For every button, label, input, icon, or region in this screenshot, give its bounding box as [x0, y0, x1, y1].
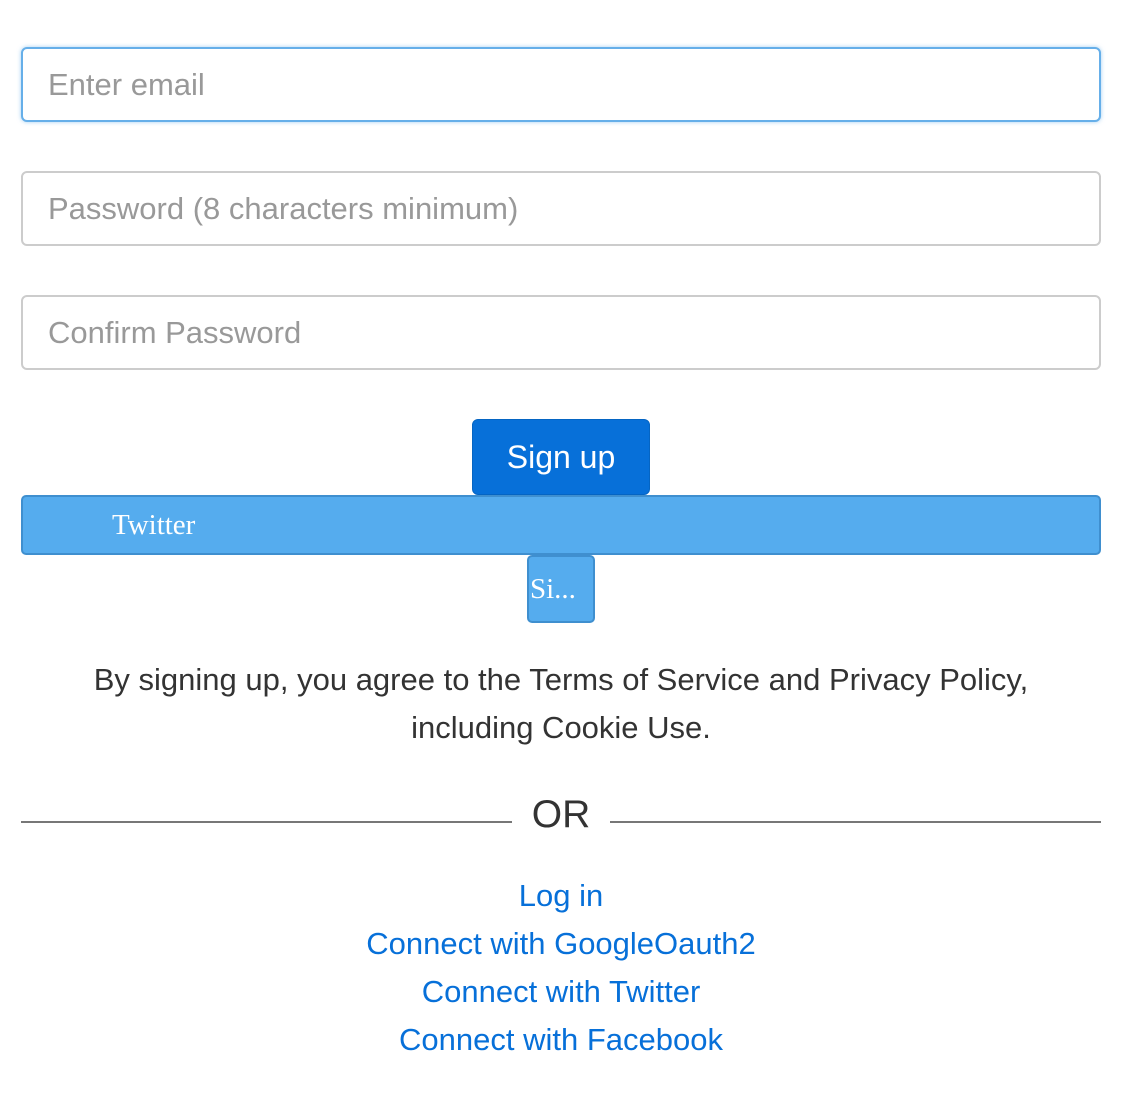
terms-notice — [21, 656, 1101, 752]
or-separator-label: OR — [531, 793, 591, 836]
twitter-button[interactable]: Twitter — [21, 495, 1101, 555]
sign-up-button[interactable]: Sign up — [472, 419, 650, 495]
auth-links — [21, 872, 1101, 1064]
terms-line-2: including Cookie Use. — [411, 710, 711, 745]
connect-facebook-link[interactable]: Connect with Facebook — [399, 1022, 723, 1057]
password-field[interactable] — [21, 171, 1101, 246]
email-field[interactable] — [21, 47, 1101, 122]
divider-line-right — [610, 821, 1101, 823]
log-in-link[interactable]: Log in — [518, 878, 604, 913]
terms-line-1: By signing up, you agree to the Terms of Service and Privacy Policy, — [93, 662, 1029, 697]
connect-google-link[interactable]: Connect with GoogleOauth2 — [366, 926, 756, 961]
divider-line-left — [21, 821, 512, 823]
connect-twitter-link[interactable]: Connect with Twitter — [421, 974, 701, 1009]
truncated-sign-in-button[interactable]: Si... — [527, 555, 595, 623]
confirm-password-field[interactable] — [21, 295, 1101, 370]
